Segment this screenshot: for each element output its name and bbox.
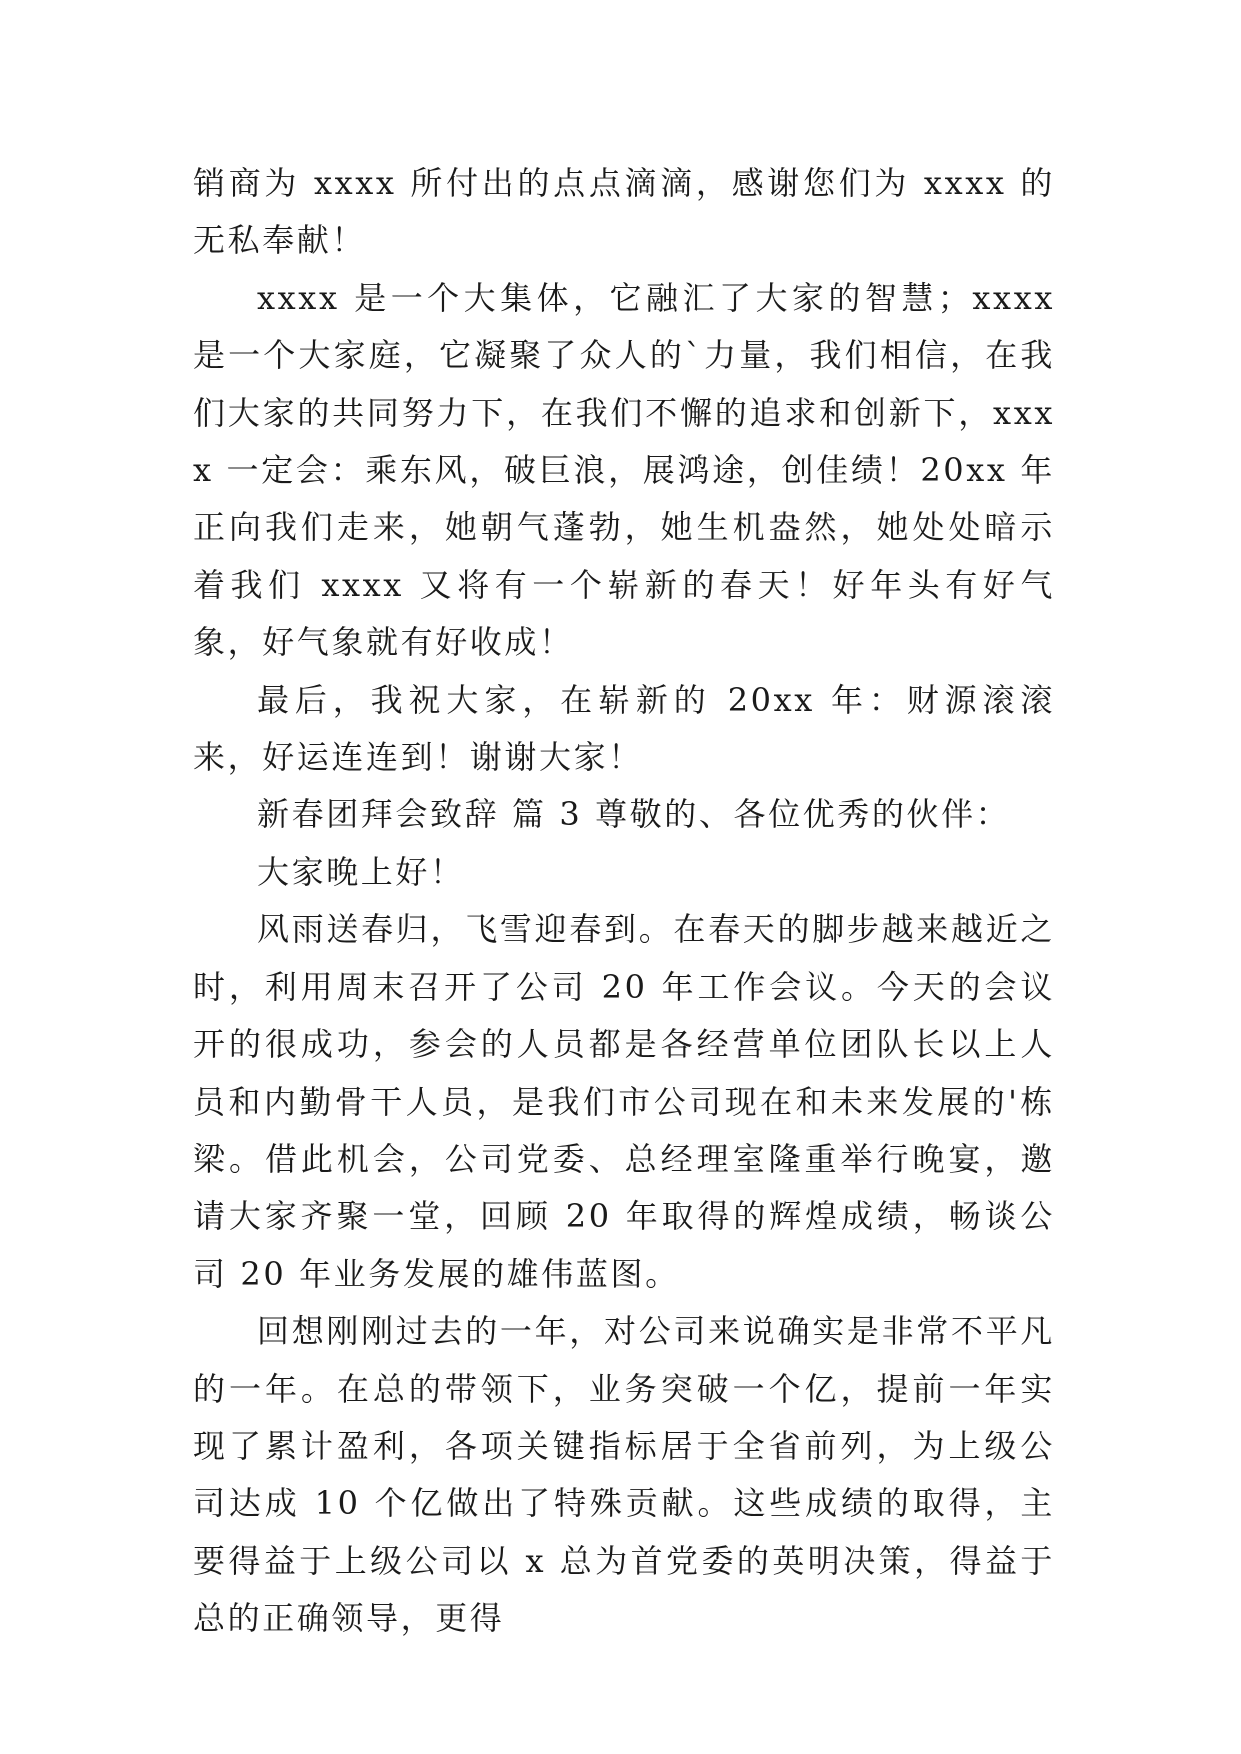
paragraph-7: 回想刚刚过去的一年，对公司来说确实是非常不平凡的一年。在总的带领下，业务突破一个亿，提前一年实现了累计盈利，各项关键指标居于全省前列，为上级公司达成 10 个亿做出了特殊贡献。这些成绩的取得，主要得益于上级公司以 x 总为首党委的英明决策，得益于总的正确领导，更得 — [193, 1312, 1055, 1638]
paragraph-4: 新春团拜会致辞 篇 3 尊敬的、各位优秀的伙伴： — [257, 795, 1011, 834]
paragraph-3: 最后，我祝大家，在崭新的 20xx 年：财源滚滚来，好运连连到！谢谢大家！ — [193, 680, 1055, 777]
paragraph-1: 销商为 xxxx 所付出的点点滴滴，感谢您们为 xxxx 的无私奉献！ — [193, 164, 1055, 260]
document-body — [193, 155, 1055, 1648]
paragraph-5: 大家晚上好！ — [257, 852, 465, 891]
paragraph-6: 风雨送春归，飞雪迎春到。在春天的脚步越来越近之时，利用周末召开了公司 20 年工作会议。今天的会议开的很成功，参会的人员都是各经营单位团队长以上人员和内勤骨干人员，是我们市公司现在和未来发展的'栋梁。借此机会，公司党委、总经理室隆重举行晚宴，邀请大家齐聚一堂，回顾 20 年取得的辉煌成绩，畅谈公司 20 年业务发展的雄伟蓝图。 — [193, 910, 1055, 1293]
paragraph-2: xxxx 是一个大集体，它融汇了大家的智慧；xxxx 是一个大家庭，它凝聚了众人的`力量，我们相信，在我们大家的共同努力下，在我们不懈的追求和创新下，xxxx 一定会：乘东风，破巨浪，展鸿途，创佳绩！20xx 年正向我们走来，她朝气蓬勃，她生机盎然，她处处暗示着我们 xxxx 又将有一个崭新的春天！好年头有好气象，好气象就有好收成！ — [193, 278, 1055, 662]
